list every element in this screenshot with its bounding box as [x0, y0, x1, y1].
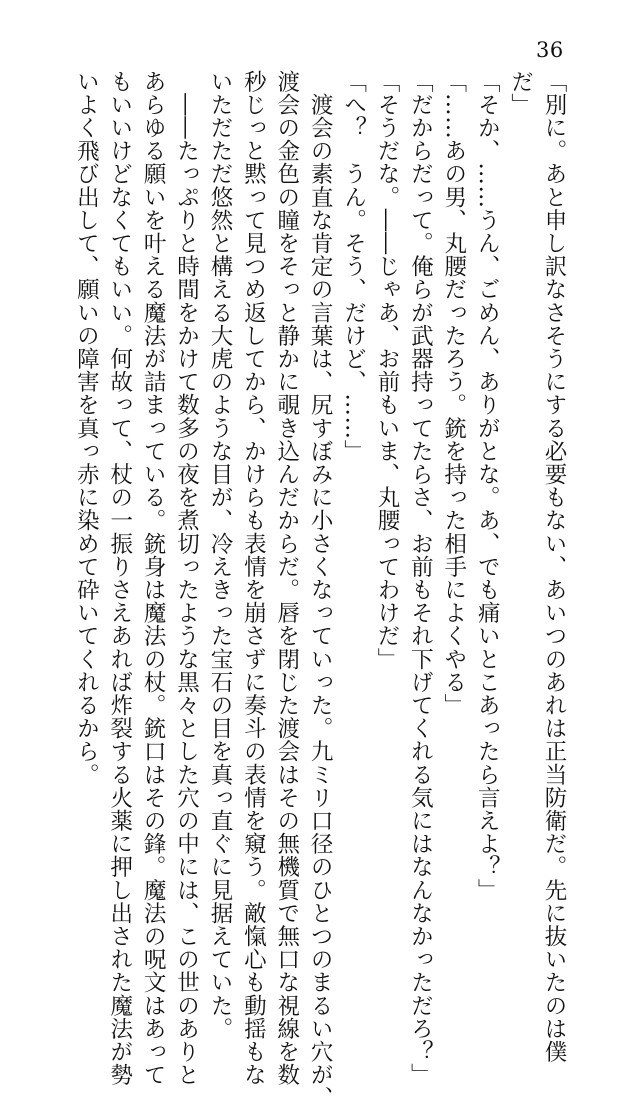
- text-line: いただただ悠然と構える大虎のような目が、冷えきった宝石の目を真っ直ぐに見据えていた。: [206, 70, 233, 1041]
- text-line: 「そうだな。――じゃあ、お前もいま、丸腰ってわけだ」: [373, 70, 400, 671]
- text-line: だ」: [507, 70, 534, 117]
- text-line: あらゆる願いを叶える魔法が詰まっている。銃身は魔法の杖。銃口はその鋒。魔法の呪文はあって: [140, 70, 167, 1087]
- text-line: 「だからだって。俺らが武器持ってたらさ、お前もそれ下げてくれる気にはなんなかっただろ？」: [407, 70, 434, 1087]
- novel-body-text: [69, 70, 570, 1110]
- page-number: 36: [536, 38, 564, 62]
- text-line: ――たっぷりと時間をかけて数多の夜を煮切ったような黒々とした穴の中には、この世のありと: [173, 70, 200, 1087]
- text-line: 秒じっと黙って見つめ返してから、かけらも表情を崩さずに奏斗の表情を窺う。敵愾心も動揺もな: [240, 70, 267, 1087]
- text-line: もいいけどなくてもいい。何故って、杖の一振りさえあれば炸裂する火薬に押し出された魔法が勢: [106, 70, 133, 1087]
- text-line: 渡会の素直な肯定の言葉は、尻すぼみに小さくなっていった。九ミリ口径のひとつのまるい穴が、: [307, 70, 334, 1110]
- text-line: いよく飛び出して、願いの障害を真っ赤に染めて砕いてくれるから。: [73, 70, 100, 787]
- text-line: 「へ？ うん。そう、だけど、……」: [340, 70, 367, 463]
- text-line: 「別に。あと申し訳なさそうにする必要もない、あいつのあれは正当防衛だ。先に抜いたのは僕: [541, 70, 567, 1064]
- text-line: 「……あの男、丸腰だったろう。銃を持った相手によくやる」: [440, 70, 467, 717]
- text-line: 「そか、……うん、ごめん、ありがとな。あ、でも痛いとこあったら言えよ？」: [474, 70, 501, 902]
- text-line: 渡会の金色の瞳をそっと静かに覗き込んだからだ。唇を閉じた渡会はその無機質で無口な視線を数: [273, 70, 300, 1087]
